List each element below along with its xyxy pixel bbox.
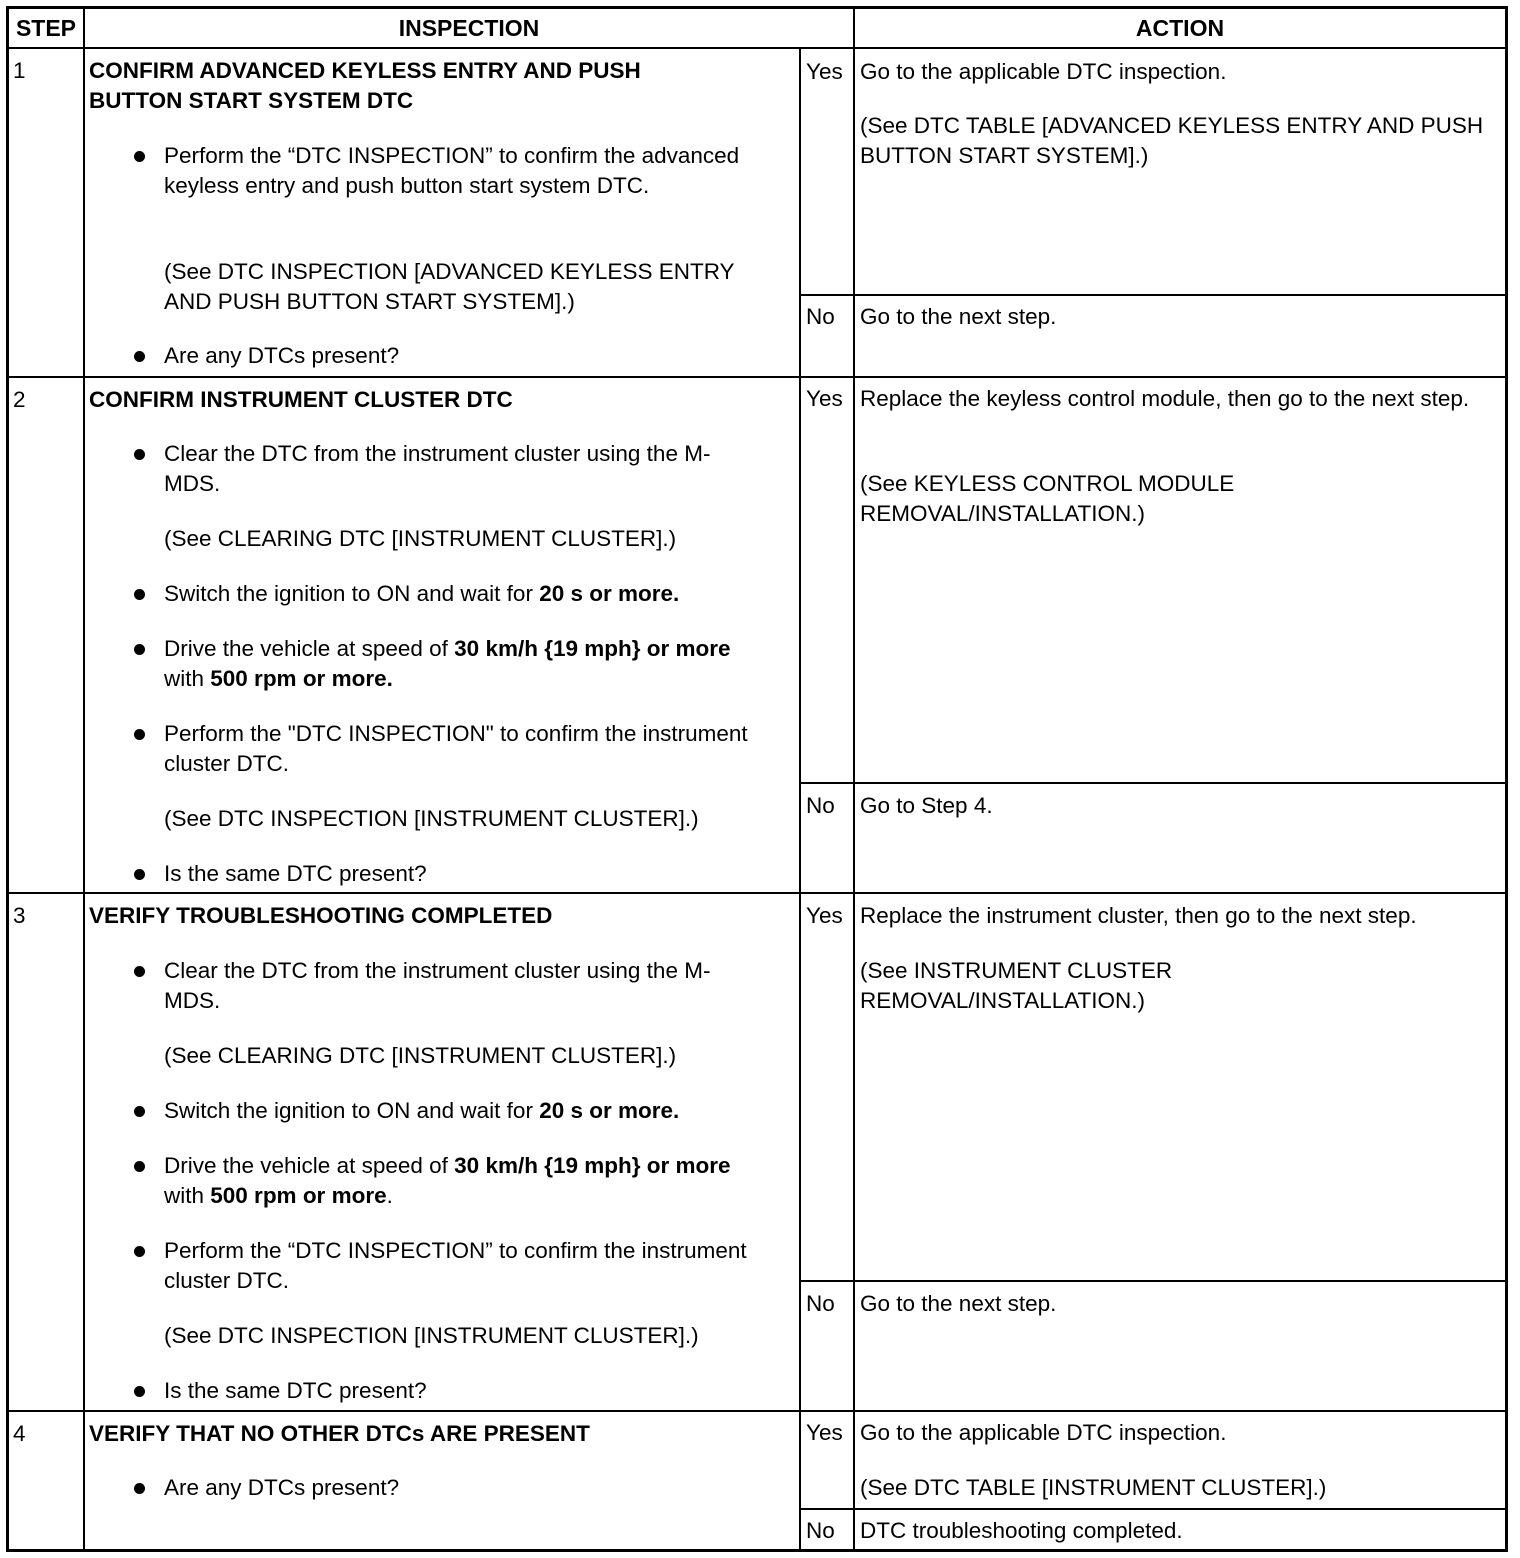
row-divider bbox=[8, 47, 1506, 49]
bullet-icon bbox=[134, 449, 145, 460]
inspection-item bbox=[164, 719, 764, 779]
action-no-text: Go to the next step. bbox=[860, 304, 1057, 329]
action-no-text: Go to the next step. bbox=[860, 1291, 1057, 1316]
inspection-note bbox=[164, 804, 784, 834]
inspection-item bbox=[164, 634, 764, 694]
inspection-title: CONFIRM ADVANCED KEYLESS ENTRY AND PUSH BUTTON START SYSTEM DTC bbox=[89, 58, 641, 113]
item-text: Switch the ignition to ON and wait for bbox=[164, 581, 540, 606]
inspection-title: VERIFY TROUBLESHOOTING COMPLETED bbox=[89, 903, 553, 928]
action-yes-text: (See INSTRUMENT CLUSTER REMOVAL/INSTALLATION.) bbox=[860, 958, 1173, 1013]
inspection-item bbox=[164, 1151, 764, 1211]
header-action: ACTION bbox=[1135, 15, 1225, 41]
yes-label: Yes bbox=[806, 386, 843, 411]
item-text: with bbox=[164, 666, 211, 691]
action-yes-text: Go to the applicable DTC inspection. bbox=[860, 59, 1227, 84]
row-divider bbox=[8, 892, 1506, 894]
inspection-item bbox=[164, 141, 764, 201]
step-column-divider bbox=[83, 6, 85, 1552]
inspection-item bbox=[164, 1473, 764, 1503]
action-yes-text: (See KEYLESS CONTROL MODULE REMOVAL/INSTALLATION.) bbox=[860, 471, 1235, 526]
item-text: Is the same DTC present? bbox=[164, 861, 427, 886]
item-text: Are any DTCs present? bbox=[164, 343, 400, 368]
no-label: No bbox=[806, 1518, 835, 1543]
item-text: Clear the DTC from the instrument cluster using the M-MDS. bbox=[164, 958, 711, 1013]
inspection-item bbox=[164, 1376, 764, 1406]
item-text: Drive the vehicle at speed of bbox=[164, 636, 455, 661]
bullet-icon bbox=[134, 1161, 145, 1172]
bullet-icon bbox=[134, 351, 145, 362]
inspection-item bbox=[164, 579, 784, 609]
inspection-item bbox=[164, 859, 764, 889]
step-number: 3 bbox=[13, 903, 26, 928]
no-label: No bbox=[806, 304, 835, 329]
item-bold-text: 20 s or more. bbox=[539, 1098, 680, 1123]
item-bold-text: 20 s or more. bbox=[539, 581, 680, 606]
inspection-item bbox=[164, 1096, 784, 1126]
inspection-title: CONFIRM INSTRUMENT CLUSTER DTC bbox=[89, 387, 513, 412]
action-yes-text: (See DTC TABLE [INSTRUMENT CLUSTER].) bbox=[860, 1475, 1327, 1500]
yes-no-divider bbox=[800, 294, 1506, 296]
bullet-icon bbox=[134, 729, 145, 740]
no-label: No bbox=[806, 793, 835, 818]
no-label: No bbox=[806, 1291, 835, 1316]
action-column-divider bbox=[853, 6, 855, 1552]
inspection-item bbox=[164, 1236, 764, 1296]
item-text: (See CLEARING DTC [INSTRUMENT CLUSTER].) bbox=[164, 526, 677, 551]
bullet-icon bbox=[134, 151, 145, 162]
yes-label: Yes bbox=[806, 59, 843, 84]
table-top-border bbox=[8, 6, 1508, 9]
table-bottom-border bbox=[8, 1549, 1508, 1552]
bullet-icon bbox=[134, 869, 145, 880]
item-bold-text: 500 rpm or more. bbox=[210, 666, 393, 691]
step-number: 4 bbox=[13, 1421, 26, 1446]
item-text: Are any DTCs present? bbox=[164, 1475, 400, 1500]
item-text: Switch the ignition to ON and wait for bbox=[164, 1098, 540, 1123]
inspection-item bbox=[164, 439, 764, 499]
bullet-icon bbox=[134, 1106, 145, 1117]
bullet-icon bbox=[134, 644, 145, 655]
item-text: (See DTC INSPECTION [INSTRUMENT CLUSTER].) bbox=[164, 1323, 699, 1348]
yes-no-column-divider bbox=[799, 48, 801, 1551]
header-inspection: INSPECTION bbox=[398, 15, 540, 41]
item-text: Perform the “DTC INSPECTION” to confirm the instrument cluster DTC. bbox=[164, 1238, 747, 1293]
action-no-text: DTC troubleshooting completed. bbox=[860, 1518, 1183, 1543]
item-text: (See DTC INSPECTION [ADVANCED KEYLESS ENTRY AND PUSH BUTTON START SYSTEM].) bbox=[164, 259, 735, 314]
item-text: . bbox=[386, 1183, 393, 1208]
inspection-item bbox=[164, 341, 764, 371]
item-text: (See CLEARING DTC [INSTRUMENT CLUSTER].) bbox=[164, 1043, 677, 1068]
inspection-item bbox=[164, 956, 764, 1016]
item-text: with bbox=[164, 1183, 211, 1208]
action-yes-text: Replace the keyless control module, then go to the next step. bbox=[860, 386, 1470, 411]
action-yes-text: (See DTC TABLE [ADVANCED KEYLESS ENTRY AND PUSH BUTTON START SYSTEM].) bbox=[860, 113, 1484, 168]
bullet-icon bbox=[134, 1483, 145, 1494]
item-bold-text: 30 km/h {19 mph} or more bbox=[454, 636, 731, 661]
row-divider bbox=[8, 376, 1506, 378]
inspection-note bbox=[164, 257, 764, 317]
item-text: Is the same DTC present? bbox=[164, 1378, 427, 1403]
action-yes-text: Go to the applicable DTC inspection. bbox=[860, 1420, 1227, 1445]
yes-no-divider bbox=[800, 1508, 1506, 1510]
table-right-border bbox=[1505, 6, 1508, 1552]
table-left-border bbox=[6, 6, 9, 1552]
bullet-icon bbox=[134, 1386, 145, 1397]
item-text: Drive the vehicle at speed of bbox=[164, 1153, 455, 1178]
step-number: 1 bbox=[13, 58, 26, 83]
yes-label: Yes bbox=[806, 903, 843, 928]
bullet-icon bbox=[134, 589, 145, 600]
inspection-note bbox=[164, 524, 784, 554]
inspection-note bbox=[164, 1321, 784, 1351]
item-text: (See DTC INSPECTION [INSTRUMENT CLUSTER].) bbox=[164, 806, 699, 831]
item-bold-text: 500 rpm or more bbox=[210, 1183, 387, 1208]
item-bold-text: 30 km/h {19 mph} or more bbox=[454, 1153, 731, 1178]
bullet-icon bbox=[134, 966, 145, 977]
yes-label: Yes bbox=[806, 1420, 843, 1445]
header-step: STEP bbox=[15, 15, 77, 41]
action-yes-text: Replace the instrument cluster, then go to the next step. bbox=[860, 903, 1417, 928]
yes-no-divider bbox=[800, 782, 1506, 784]
step-number: 2 bbox=[13, 387, 26, 412]
item-text: Perform the "DTC INSPECTION" to confirm the instrument cluster DTC. bbox=[164, 721, 748, 776]
item-text: Clear the DTC from the instrument cluster using the M-MDS. bbox=[164, 441, 711, 496]
inspection-note bbox=[164, 1041, 784, 1071]
yes-no-divider bbox=[800, 1280, 1506, 1282]
row-divider bbox=[8, 1410, 1506, 1412]
bullet-icon bbox=[134, 1246, 145, 1257]
action-no-text: Go to Step 4. bbox=[860, 793, 993, 818]
inspection-title: VERIFY THAT NO OTHER DTCs ARE PRESENT bbox=[89, 1421, 590, 1446]
item-text: Perform the “DTC INSPECTION” to confirm the advanced keyless entry and push button start system DTC. bbox=[164, 143, 740, 198]
